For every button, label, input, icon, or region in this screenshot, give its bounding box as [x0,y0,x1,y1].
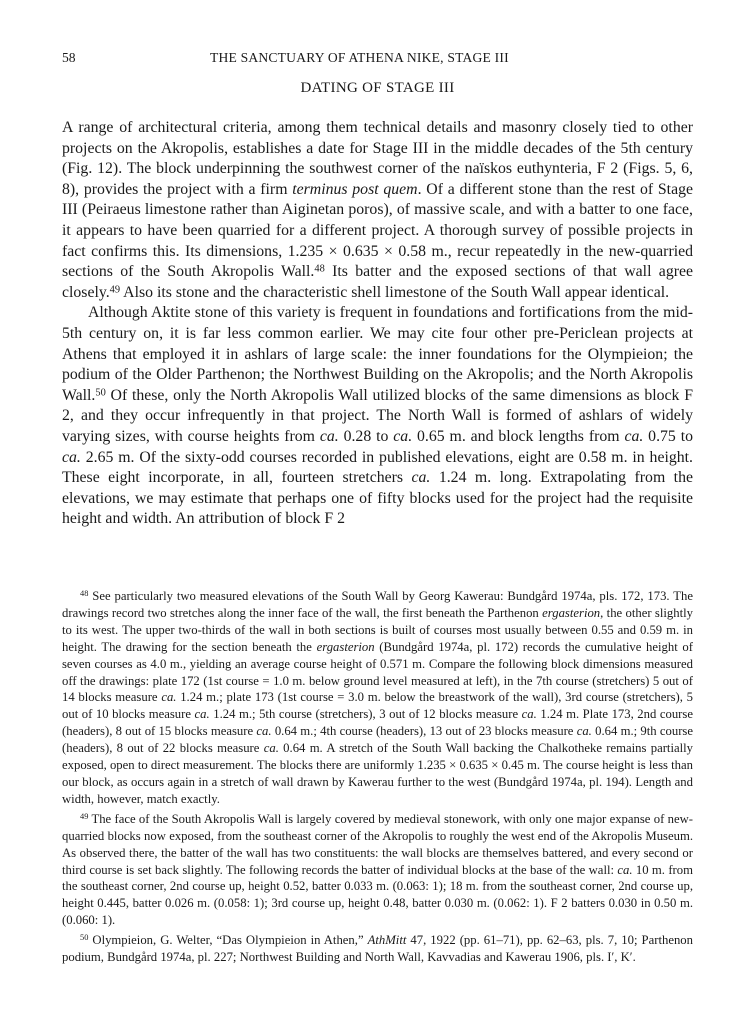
italic-text: ca. [624,427,644,445]
text-run: 1.24 m. long. Extrapolating from the elevations, we may estimate that perhaps one of fifty blocks used for the project had the requisite height and width. An attribution of block F 2 [62,469,693,528]
body-paragraph [62,118,693,303]
text-run: (Bundgård 1974a, pl. 172) records the cumulative height of seven courses as 4.0 m., yielding an average course height of 0.571 m. Compare the following block dimensions measured off the drawings: plate 172 (1st course = 1.0 m. below ground level measured at left), in the 7th course (stretchers) 5 out of 14 blocks measure [62,639,693,705]
footnote-ref: 49 [80,812,89,822]
italic-text: ca. [319,427,339,445]
text-run: 10 m. from the southeast corner, 2nd course up, height 0.52, batter 0.033 m. (0.063: 1); 18 m. from the southeast corner, 2nd course up, height 0.445, batter 0.026 m. (0.058: 1); 3rd course up, height 0.48, batter 0.030 m. (0.062: 1). F 2 batters 0.030 in 0.50 m. (0.060: 1). [62,862,693,928]
text-run: 0.64 m. A stretch of the South Wall backing the Chalkotheke remains partially exposed, open to direct measurement. The blocks there are uniformly 1.235 × 0.635 × 0.45 m. The course height is less than our block, as occurs again in a stretch of wall drawn by Kawerau further to the west (Bundgård 1974a, pl. 194). Length and width, however, match exactly. [62,741,693,806]
footnote-ref: 50 [80,933,89,943]
footnote-ref: 48 [80,589,89,599]
italic-text: ergasterion [316,639,375,654]
footnote [62,588,693,808]
page-number: 58 [62,50,76,65]
italic-text: ca. [263,741,279,756]
footnote [62,932,693,966]
footnote-ref: 48 [314,263,325,275]
footnote [62,811,693,929]
text-run: 1.24 m.; plate 173 (1st course = 3.0 m. below the breastwork of the wall), 3rd course (stretchers), 5 out of 10 blocks measure [62,690,693,722]
text-run: 2.65 m. Of the sixty-odd courses recorded in published elevations, eight are 0.58 m. in height. These eight incorporate, in all, fourteen stretchers [62,448,693,487]
text-run: Of these, only the North Akropolis Wall utilized blocks of the same dimensions as block F 2, and they occur infrequently in that project. The North Wall is formed of ashlars of widely varying sizes, with course heights from [62,386,693,445]
text-run: 1.24 m.; 5th course (stretchers), 3 out of 12 blocks measure [209,707,522,722]
body-paragraph [62,303,693,530]
section-heading: DATING OF STAGE III [300,80,455,96]
footnotes [62,588,693,969]
italic-text: ca. [617,862,633,877]
footnote-ref: 49 [109,284,121,296]
italic-text: ca. [161,690,177,705]
text-run: 0.65 m. and block lengths from [412,427,625,445]
italic-text: ca. [576,724,592,739]
text-run: Its batter and the exposed sections of that wall agree closely. [62,263,693,301]
footnote-ref: 50 [95,387,106,399]
body-text [62,118,693,530]
italic-text: ca. [256,724,272,739]
italic-text: ca. [62,448,81,466]
running-head: THE SANCTUARY OF ATHENA NIKE, STAGE III [210,50,509,65]
page-header [62,50,693,70]
italic-text: ca. [521,707,537,722]
italic-text: AthMitt [367,933,407,948]
text-run: , the other slightly to its west. The upper two-thirds of the wall in both sections is built of courses most usually between 0.55 and 0.59 m. in height. The drawing for the section beneath the [62,605,693,654]
text-run: The face of the South Akropolis Wall is largely covered by medieval stonework, with only one major expanse of new-quarried blocks now exposed, from the southeast corner of the Akropolis to roughly the west end of the Akropolis Museum. As observed there, the batter of the wall has two constituents: the wall blocks are themselves battered, and every second or third course is set back slightly. The following records the batter of individual blocks at the base of the wall: [62,811,693,877]
text-run: 1.24 m. Plate 173, 2nd course (headers), 8 out of 15 blocks measure [62,707,693,739]
text-run: . Of a different stone than the rest of Stage III (Peiraeus limestone rather than Aiginetan poros), of massive scale, and with a batter to one face, it appears to have been quarried for a different project. A thorough survey of possible projects in fact confirms this. Its dimensions, 1.235 × 0.635 × 0.58 m., recur repeatedly in the new-quarried sections of the South Akropolis Wall. [62,180,693,281]
italic-text: terminus post quem [292,180,418,198]
text-run: 0.64 m.; 4th course (headers), 13 out of 23 blocks measure [271,724,577,739]
text-run: 47, 1922 (pp. 61–71), pp. 62–63, pls. 7, 10; Parthenon podium, Bundgård 1974a, pl. 227; Northwest Building and North Wall, Kavvadias and Kawerau 1906, pls. I′, K′. [62,933,693,965]
text-run: See particularly two measured elevations of the South Wall by Georg Kawerau: Bundgård 1974a, pls. 172, 173. The drawings record two stretches along the inner face of the wall, the first beneath the Parthenon [62,589,693,620]
text-run: Olympieion, G. Welter, “Das Olympieion in Athen,” [88,933,368,948]
italic-text: ca. [411,469,431,487]
text-run: 0.28 to [338,427,394,445]
text-run: Also its stone and the characteristic shell limestone of the South Wall appear identical. [120,283,670,301]
text-run: A range of architectural criteria, among them technical details and masonry closely tied to other projects on the Akropolis, establishes a date for Stage III in the middle decades of the 5th century (Fig. 12). The block underpinning the southwest corner of the naïskos euthynteria, F 2 (Figs. 5, 6, 8), provides the project with a firm [62,119,693,198]
italic-text: ca. [393,427,413,445]
italic-text: ergasterion [542,605,601,620]
text-run: Although Aktite stone of this variety is frequent in foundations and fortifications from the mid-5th century on, it is far less common earlier. We may cite four other pre-Periclean projects at Athens that employed it in ashlars of large scale: the inner foundations for the Olympieion; the podium of the Older Parthenon; the Northwest Building on the Akropolis; and the North Akropolis Wall. [62,304,693,404]
italic-text: ca. [194,707,210,722]
text-run: 0.75 to [643,427,693,445]
text-run: 0.64 m.; 9th course (headers), 8 out of 22 blocks measure [62,724,693,756]
